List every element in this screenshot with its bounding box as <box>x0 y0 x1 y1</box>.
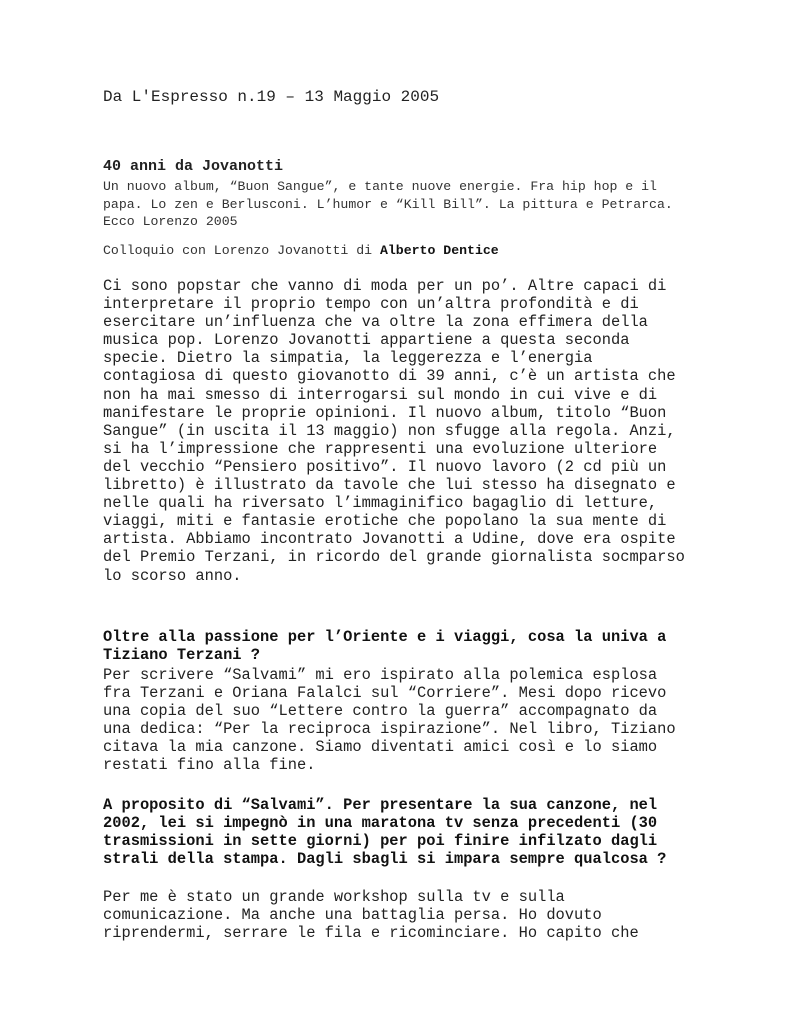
source-line: Da L'Espresso n.19 – 13 Maggio 2005 <box>103 88 440 106</box>
byline-prefix: Colloquio con Lorenzo Jovanotti di <box>103 243 380 258</box>
article-title: 40 anni da Jovanotti <box>103 158 284 175</box>
lead-paragraph: Ci sono popstar che vanno di moda per un po’. Altre capaci di interpretare il proprio tempo con un’altra profondità e di esercitare un’influenza che va oltre la zona effimera della musica pop. Lorenzo Jovanotti appartiene a questa seconda specie. Dietro la simpatia, la leggerezza e l’energia contagiosa di questo giovanotto di 39 anni, c’è un artista che non ha mai smesso di interrogarsi sul mondo in cui vive e di manifestare le proprie opinioni. Il nuovo album, titolo “Buon Sangue” (in uscita il 13 maggio) non sfugge alla regola. Anzi, si ha l’impressione che rappresenti una evoluzione ulteriore del vecchio “Pensiero positivo”. Il nuovo lavoro (2 cd più un libretto) è illustrato da tavole che lui stesso ha disegnato e nelle quali ha riversato l’immaginifico bagaglio di letture, viaggi, miti e fantasie erotiche che popolano la sua mente di artista. Abbiamo incontrato Jovanotti a Udine, dove era ospite del Premio Terzani, in ricordo del grande giornalista socmparso lo scorso anno. <box>103 277 685 585</box>
answer-2: Per me è stato un grande workshop sulla tv e sulla comunicazione. Ma anche una battaglia persa. Ho dovuto riprendermi, serrare le fila e ricominciare. Ho capito che <box>103 888 639 943</box>
article-subtitle: Un nuovo album, “Buon Sangue”, e tante nuove energie. Fra hip hop e il papa. Lo zen e Berlusconi. L’humor e “Kill Bill”. La pittura e Petrarca. Ecco Lorenzo 2005 <box>103 179 673 229</box>
answer-1: Per scrivere “Salvami” mi ero ispirato alla polemica esplosa fra Terzani e Oriana Falalci sul “Corriere”. Mesi dopo ricevo una copia del suo “Lettere contro la guerra” accompagnato da una dedica: “Per la reciproca ispirazione”. Nel libro, Tiziano citava la mia canzone. Siamo diventati amici così e lo siamo restati fino alla fine. <box>103 666 676 775</box>
question-2: A proposito di “Salvami”. Per presentare la sua canzone, nel 2002, lei si impegnò in una maratona tv senza precedenti (30 trasmissioni in sette giorni) per poi finire infilzato dagli strali della stampa. Dagli sbagli si impara sempre qualcosa ? <box>103 796 667 869</box>
byline <box>103 242 499 260</box>
question-1: Oltre alla passione per l’Oriente e i viaggi, cosa la univa a Tiziano Terzani ? <box>103 628 667 665</box>
author-name: Alberto Dentice <box>379 243 499 258</box>
